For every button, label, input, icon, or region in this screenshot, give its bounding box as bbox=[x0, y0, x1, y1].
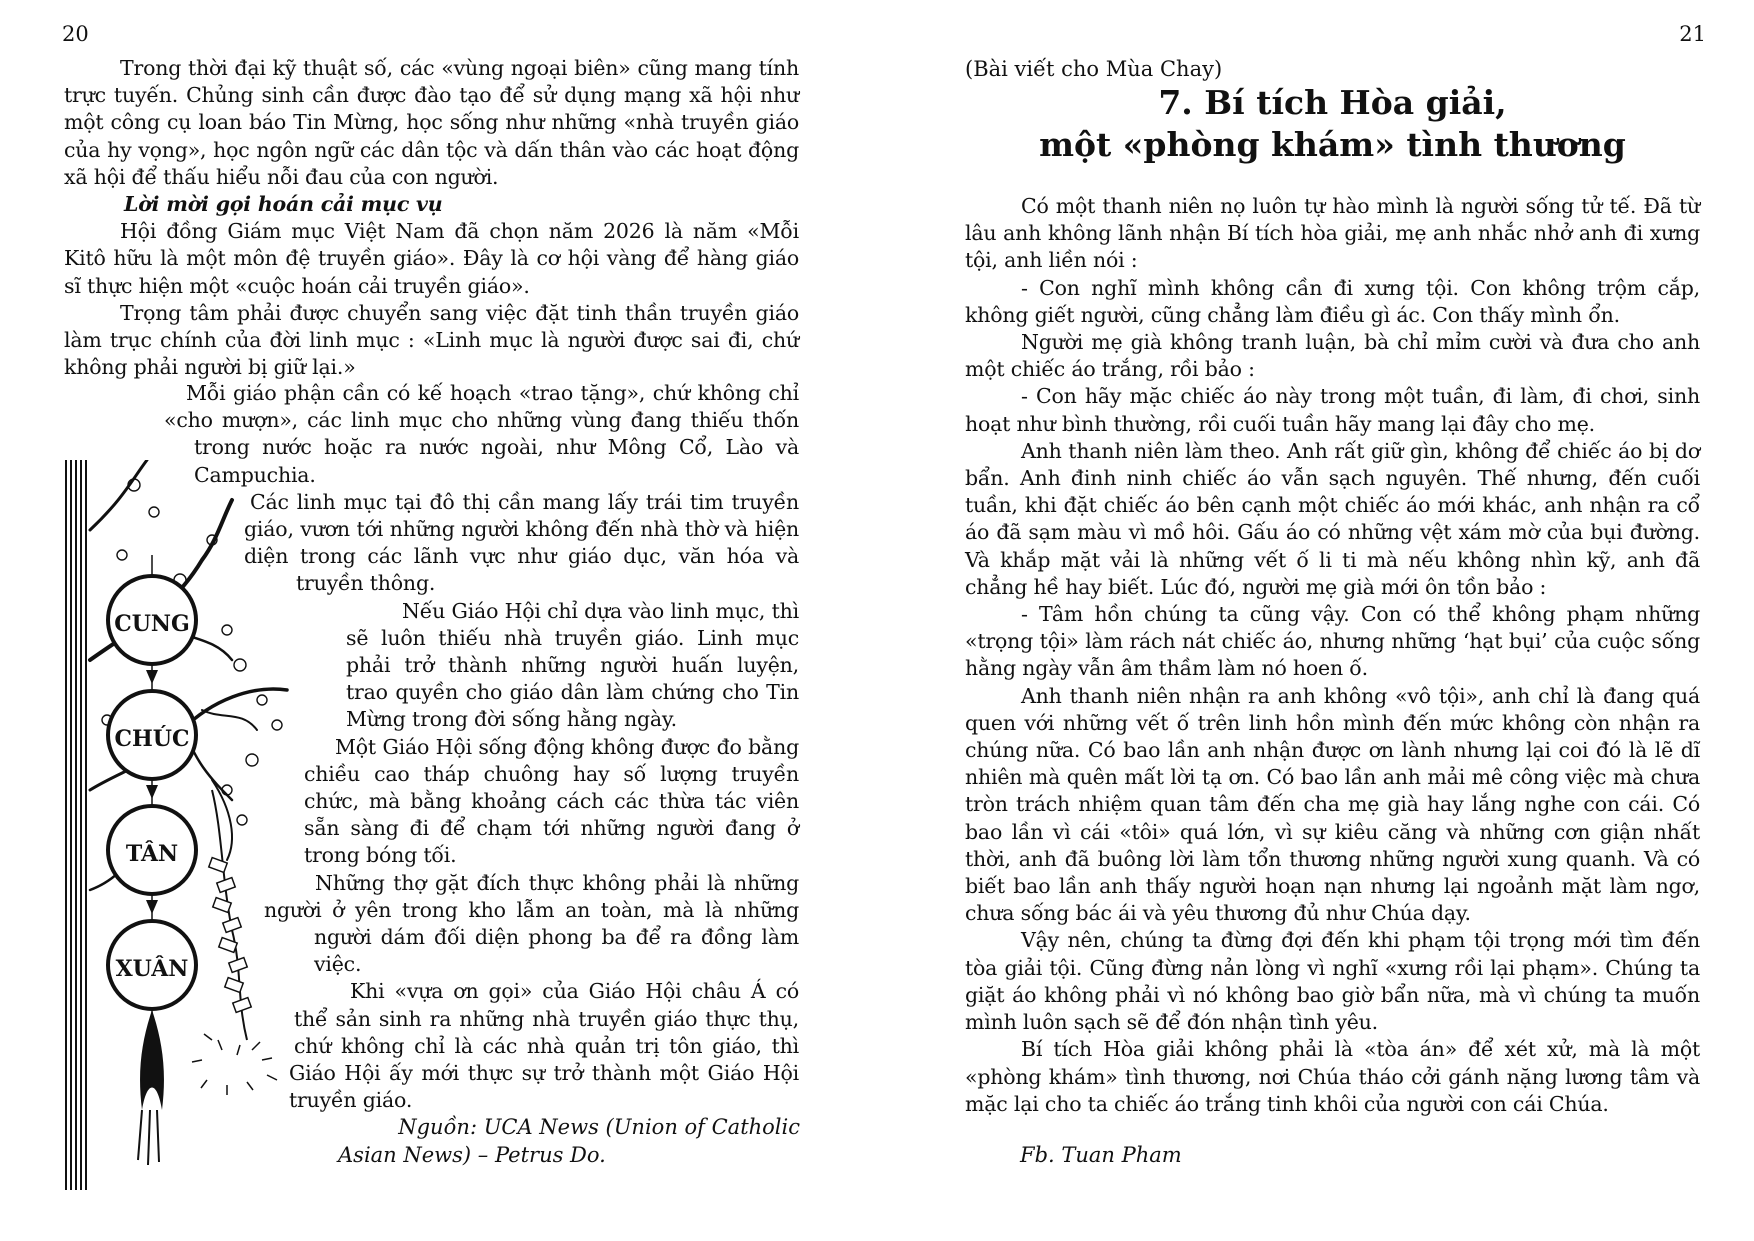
source-line-2: Asian News) – Petrus Do. bbox=[338, 1143, 606, 1167]
left-top-text bbox=[64, 55, 799, 381]
body-paragraph-3: Người mẹ già không tranh luận, bà chỉ mỉm cười và đưa cho anh một chiếc áo trắng, rồi bảo : bbox=[965, 330, 1700, 382]
roundel-text-3: TÂN bbox=[125, 841, 179, 867]
cung-chuc-tan-xuan-decoration bbox=[62, 460, 292, 1190]
wrapped-paragraph-5: Những thợ gặt đích thực không phải là những người ở yên trong kho lẫm an toàn, mà là những người dám đối diện phong ba để ra đồng làm việc. bbox=[264, 870, 799, 977]
roundel-text-4: XUÂN bbox=[115, 956, 189, 982]
article-subtitle: (Bài viết cho Mùa Chay) bbox=[965, 57, 1223, 81]
wrapped-paragraph-6: Khi «vựa ơn gọi» của Giáo Hội châu Á có thể sản sinh ra những nhà truyền giáo thực thụ, chứ không chỉ là các nhà quản trị tôn giáo, thì Giáo Hội ấy mới thực sự trở thành một Giáo Hội truyền giáo. bbox=[289, 979, 799, 1113]
author-signature: Fb. Tuan Pham bbox=[1020, 1143, 1182, 1167]
body-paragraph-4: - Con hãy mặc chiếc áo này trong một tuần, đi làm, đi chơi, sinh hoạt như bình thường, rồi cuối tuần hãy mang lại đây cho mẹ. bbox=[965, 384, 1700, 436]
body-paragraph-6: - Tâm hồn chúng ta cũng vậy. Con có thể không phạm những «trọng tội» làm rách nát chiếc áo, nhưng những ‘hạt bụi’ của cuộc sống hằng ngày vẫn âm thầm làm nó hoen ố. bbox=[965, 602, 1700, 681]
wrapped-paragraph-4: Một Giáo Hội sống động không được đo bằng chiều cao tháp chuông hay số lượng truyền chức, mà bằng khoảng cách các thừa tác viên sẵn sàng đi để chạm tới những người đang ở trong bóng tối. bbox=[304, 734, 799, 868]
roundel-text-2: CHÚC bbox=[114, 726, 190, 752]
source-citation bbox=[300, 1113, 800, 1169]
page-number: 21 bbox=[1679, 22, 1706, 46]
body-paragraph-7: Anh thanh niên nhận ra anh không «vô tội», anh chỉ là đang quá quen với những vết ố trên linh hồn mình đến mức không còn nhận ra chúng nữa. Có bao lần anh nhận được ơn lành nhưng lại coi đó là lẽ dĩ nhiên mà quên mất lời tạ ơn. Có bao lần anh mải mê công việc mà chưa tròn trách nhiệm quan tâm đến cha mẹ già hay lắng nghe con cái. Có bao lần vì cái «tôi» quá lớn, vì sự kiêu căng và những cơn giận nhất thời, anh đã buông lời làm tổn thương những người xung quanh. Và có biết bao lần anh thấy người hoạn nạn nhưng lại ngoảnh mặt làm ngơ, chưa sống bác ái và yêu thương đủ như Chúa dạy. bbox=[965, 683, 1700, 926]
title-line-2: một «phòng khám» tình thương bbox=[1039, 125, 1626, 164]
body-paragraph-2: - Con nghĩ mình không cần đi xưng tội. Con không trộm cắp, không giết người, cũng chẳng làm điều gì ác. Con thấy mình ổn. bbox=[965, 275, 1700, 327]
paragraph-2: Trọng tâm phải được chuyển sang việc đặt tinh thần truyền giáo làm trục chính của đời linh mục : «Linh mục là người được sai đi, chứ không phải người bị giữ lại.» bbox=[64, 300, 799, 380]
wrapped-paragraph-3: Nếu Giáo Hội chỉ dựa vào linh mục, thì sẽ luôn thiếu nhà truyền giáo. Linh mục phải trở thành những người huấn luyện, trao quyền cho giáo dân làm chứng cho Tin Mừng trong đời sống hằng ngày. bbox=[346, 598, 799, 732]
title-line-1: 7. Bí tích Hòa giải, bbox=[1158, 83, 1507, 122]
source-line-1: Nguồn: UCA News (Union of Catholic bbox=[398, 1115, 800, 1139]
right-page bbox=[877, 0, 1754, 1241]
article-body bbox=[965, 193, 1700, 1118]
roundel-text-1: CUNG bbox=[114, 611, 190, 637]
paragraph-1: Hội đồng Giám mục Việt Nam đã chọn năm 2026 là năm «Mỗi Kitô hữu là một môn đệ truyền giáo». Đây là cơ hội vàng để hàng giáo sĩ thực hiện một «cuộc hoán cải truyền giáo». bbox=[64, 219, 799, 298]
wrapped-paragraph-2: Các linh mục tại đô thị cần mang lấy trái tim truyền giáo, vươn tới những người không đến nhà thờ và hiện diện trong các lãnh vực như giáo dục, văn hóa và truyền thông. bbox=[244, 489, 799, 596]
page-number: 20 bbox=[62, 22, 89, 46]
wrapped-paragraph-1: Mỗi giáo phận cần có kế hoạch «trao tặng», chứ không chỉ «cho mượn», các linh mục cho những vùng đang thiếu thốn trong nước hoặc ra nước ngoài, như Mông Cổ, Lào và Campuchia. bbox=[164, 381, 799, 487]
body-paragraph-9: Bí tích Hòa giải không phải là «tòa án» để xét xử, mà là một «phòng khám» tình thương, nơi Chúa tháo cởi gánh nặng lương tâm và mặc lại cho ta chiếc áo trắng tinh khôi của người con cái Chúa. bbox=[965, 1037, 1700, 1116]
section-heading: Lời mời gọi hoán cải mục vụ bbox=[124, 192, 443, 217]
body-paragraph-1: Có một thanh niên nọ luôn tự hào mình là người sống tử tế. Đã từ lâu anh không lãnh nhận Bí tích hòa giải, mẹ anh nhắc nhở anh đi xưng tội, anh liền nói : bbox=[965, 194, 1700, 273]
body-paragraph-8: Vậy nên, chúng ta đừng đợi đến khi phạm tội trọng mới tìm đến tòa giải tội. Cũng đừng nản lòng vì nghĩ «xưng rồi lại phạm». Chúng ta giặt áo không phải vì nó không bao giờ bẩn nữa, mà vì chúng ta muốn mình luôn sạch sẽ để đón nhận tình yêu. bbox=[965, 928, 1700, 1035]
article-title bbox=[965, 82, 1700, 166]
intro-paragraph: Trong thời đại kỹ thuật số, các «vùng ngoại biên» cũng mang tính trực tuyến. Chủng sinh cần được đào tạo để sử dụng mạng xã hội như một công cụ loan báo Tin Mừng, học sống như những «nhà truyền giáo của hy vọng», học ngôn ngữ các dân tộc và dấn thân vào các hoạt động xã hội để thấu hiểu nỗi đau của con người. bbox=[64, 56, 799, 189]
body-paragraph-5: Anh thanh niên làm theo. Anh rất giữ gìn, không để chiếc áo bị dơ bẩn. Anh đinh ninh chiếc áo vẫn sạch nguyên. Thế nhưng, đến cuối tuần, khi đặt chiếc áo bên cạnh một chiếc áo mới khác, anh nhận ra cổ áo đã sạm màu vì mồ hôi. Gấu áo có những vệt xám mờ của bụi đường. Và khắp mặt vải là những vết ố li ti mà nếu không nhìn kỹ, anh đã chẳng hề hay biết. Lúc đó, người mẹ già mới ôn tồn bảo : bbox=[965, 438, 1700, 599]
